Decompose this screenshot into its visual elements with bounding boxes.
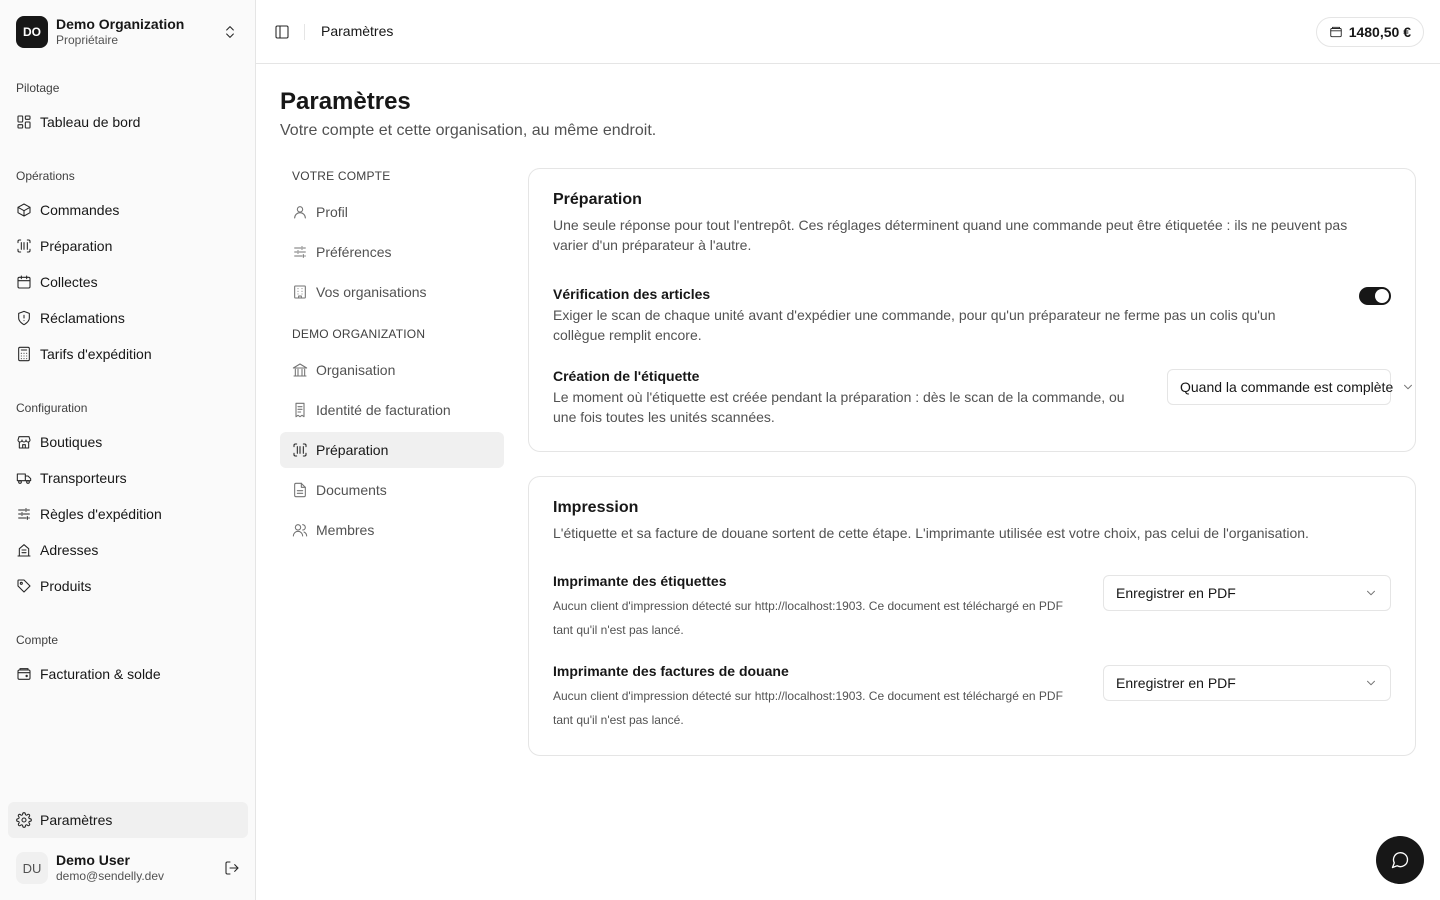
card-title: Préparation [553,191,642,208]
nav-group-pilotage [8,72,248,140]
setting-title-label-creation: Création de l'étiquette [553,368,700,384]
user-icon [292,204,308,220]
settings-subnav [280,164,504,548]
nav-group-label: Opérations [16,169,75,183]
sidebar-item-reclamations[interactable] [8,300,248,336]
subnav-item-membres[interactable] [280,512,504,548]
setting-description-label-creation [553,387,1125,427]
sidebar-item-label: Boutiques [40,434,103,450]
setting-title-label-printer: Imprimante des étiquettes [553,573,727,589]
setting-description-line: tant qu'il n'est pas lancé. [553,713,684,727]
sidebar-item-label: Commandes [40,202,120,218]
org-name: Demo Organization [56,15,185,32]
page-subtitle: Votre compte et cette organisation, au même endroit. [280,122,657,139]
store-icon [16,434,32,450]
sidebar-item-label: Collectes [40,274,98,290]
sliders-icon [292,244,308,260]
sidebar-item-tarifs[interactable] [8,336,248,372]
sidebar [0,0,256,900]
sidebar-item-collectes[interactable] [8,264,248,300]
sidebar-item-adresses[interactable] [8,532,248,568]
setting-title-verification: Vérification des articles [553,286,711,302]
sidebar-item-label: Transporteurs [40,470,127,486]
subnav-item-label: Membres [316,522,375,538]
sidebar-item-boutiques[interactable] [8,424,248,460]
sidebar-item-parametres[interactable] [8,802,248,838]
logout-icon[interactable] [224,860,240,876]
subnav-item-label: Préparation [316,442,389,458]
package-icon [16,202,32,218]
nav-group-label: Configuration [16,401,88,415]
chat-button[interactable] [1376,836,1424,884]
subnav-item-label: Organisation [316,362,396,378]
sidebar-item-produits[interactable] [8,568,248,604]
setting-description-customs-printer [553,684,1063,732]
receipt-icon [292,402,308,418]
label-creation-select[interactable] [1167,369,1394,405]
subnav-item-label: Vos organisations [316,284,427,300]
org-avatar: DO [16,16,48,48]
breadcrumb: Paramètres [321,23,394,39]
setting-description-line: Exiger le scan de chaque unité avant d'expédier une commande, pour qu'un préparateur ne ferme pas un colis qu'un [553,307,1276,323]
setting-description-line: Le moment où l'étiquette est créée pendant la préparation : dès le scan de la commande, ou [553,389,1125,405]
subnav-section-label: DEMO ORGANIZATION [292,327,426,341]
nav-group-label: Compte [16,633,59,647]
nav-group-label: Pilotage [16,81,60,95]
setting-title-customs-printer: Imprimante des factures de douane [553,663,789,679]
nav-group-settings [8,802,248,838]
truck-icon [16,470,32,486]
calendar-icon [16,274,32,290]
sidebar-item-label: Tarifs d'expédition [40,346,152,362]
subnav-item-documents[interactable] [280,472,504,508]
card-description: L'étiquette et sa facture de douane sortent de cette étape. L'imprimante utilisée est votre choix, pas celui de l'organisation. [553,525,1309,541]
label-printer-select[interactable] [1103,575,1391,611]
setting-description-line: Aucun client d'impression détecté sur http://localhost:1903. Ce document est téléchargé en PDF [553,599,1063,613]
subnav-item-label: Documents [316,482,387,498]
org-role: Propriétaire [56,33,119,48]
wallet-icon [16,666,32,682]
nav-group-configuration [8,392,248,604]
sidebar-toggle-icon[interactable] [274,24,290,40]
subnav-section-label: VOTRE COMPTE [292,169,391,183]
scan-barcode-icon [16,238,32,254]
card-description-line: varier d'un préparateur à l'autre. [553,237,752,253]
shield-icon [16,310,32,326]
chevrons-up-down-icon [222,24,238,40]
address-book-icon [16,542,32,558]
setting-description-line: tant qu'il n'est pas lancé. [553,623,684,637]
chevron-down-icon [1401,380,1415,394]
select-value: Quand la commande est complète [1180,379,1394,395]
sidebar-item-preparation[interactable] [8,228,248,264]
subnav-item-preferences[interactable] [280,234,504,270]
org-switcher[interactable] [8,8,248,56]
setting-description-line: une fois toutes les unités scannées. [553,409,775,425]
user-name: Demo User [56,852,130,869]
subnav-item-preparation[interactable] [280,432,504,468]
setting-description-label-printer [553,594,1063,642]
setting-description-verification [553,305,1275,345]
sliders-icon [16,506,32,522]
dashboard-icon [16,114,32,130]
subnav-item-vos-organisations[interactable] [280,274,504,310]
chevron-down-icon [1364,586,1378,600]
verification-toggle[interactable] [1359,287,1391,305]
customs-printer-select[interactable] [1103,665,1391,701]
sidebar-item-tableau-de-bord[interactable] [8,104,248,140]
sidebar-item-facturation[interactable] [8,656,248,692]
card-description-line: Une seule réponse pour tout l'entrepôt. Ces réglages déterminent quand une commande peut être étiquetée : ils ne peuvent pas [553,217,1348,233]
users-icon [292,522,308,538]
printing-card [528,476,1416,756]
page-title: Paramètres [280,88,411,115]
preparation-card [528,168,1416,452]
tag-icon [16,578,32,594]
sidebar-item-commandes[interactable] [8,192,248,228]
topbar [256,0,1440,64]
building-icon [292,284,308,300]
sidebar-item-label: Règles d'expédition [40,506,162,522]
select-value: Enregistrer en PDF [1116,585,1236,601]
subnav-item-label: Identité de facturation [316,402,451,418]
sidebar-item-label: Adresses [40,542,99,558]
message-circle-icon [1390,850,1410,870]
card-description [553,215,1347,255]
setting-description-line: collègue remplit encore. [553,327,702,343]
nav-group-operations [8,160,248,372]
wallet-icon [1329,25,1343,39]
landmark-icon [292,362,308,378]
balance-badge[interactable] [1316,17,1424,47]
subnav-item-organisation[interactable] [280,352,504,388]
sidebar-item-label: Préparation [40,238,113,254]
user-profile [8,844,248,892]
sidebar-item-label: Paramètres [40,812,113,828]
setting-description-line: Aucun client d'impression détecté sur http://localhost:1903. Ce document est téléchargé en PDF [553,689,1063,703]
nav-group-compte [8,624,248,692]
card-title: Impression [553,499,639,516]
balance-value: 1480,50 € [1348,24,1411,40]
subnav-item-identite-facturation[interactable] [280,392,504,428]
select-value: Enregistrer en PDF [1116,675,1236,691]
file-text-icon [292,482,308,498]
sidebar-item-label: Tableau de bord [40,114,141,130]
calculator-icon [16,346,32,362]
subnav-item-label: Préférences [316,244,392,260]
sidebar-item-label: Facturation & solde [40,666,161,682]
gear-icon [16,812,32,828]
chevron-down-icon [1364,676,1378,690]
subnav-item-label: Profil [316,204,348,220]
avatar: DU [16,852,48,884]
sidebar-item-regles[interactable] [8,496,248,532]
sidebar-item-label: Réclamations [40,310,125,326]
scan-barcode-icon [292,442,308,458]
divider [304,24,305,40]
sidebar-item-label: Produits [40,578,92,594]
subnav-item-profil[interactable] [280,194,504,230]
user-email: demo@sendelly.dev [56,869,165,884]
sidebar-item-transporteurs[interactable] [8,460,248,496]
